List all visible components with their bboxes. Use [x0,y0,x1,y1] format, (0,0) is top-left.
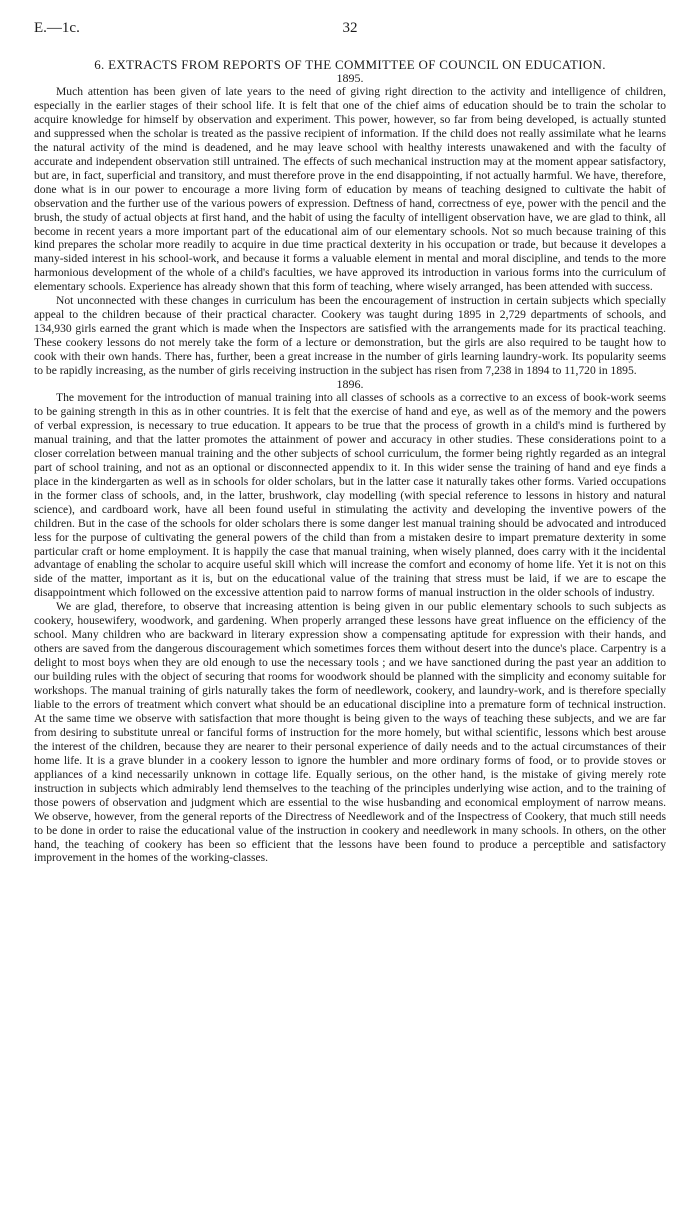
section-title: 6. EXTRACTS FROM REPORTS OF THE COMMITTEE OF COUNCIL ON EDUCATION. [94,57,606,72]
paragraph: Not unconnected with these changes in curriculum has been the encouragement of instruction in certain subjects which specially appeal to the children because of their practical character. Cookery was taught during 1895 in 2,729 departments of schools, and 134,930 girls earned the grant which is made when the Inspectors are satisfied with the arrangements made for its practical teaching. These cookery lessons do not merely take the form of a lecture or demonstration, but the girls are also required to be taught how to cook with their own hands. There has, further, been a great increase in the number of girls learning laundry-work. Its popularity seems to be rapidly increasing, as the number of girls receiving instruction in the subject has risen from 7,238 in 1894 to 11,720 in 1895. [34,294,666,378]
section-1895 [34,72,666,378]
year-heading: 1896. [336,377,364,392]
document-reference: E.—1c. [34,20,80,36]
year-heading: 1895. [336,71,364,85]
page-number: 32 [342,20,358,36]
section-1896 [34,378,666,865]
paragraph: Much attention has been given of late years to the need of giving right direction to the activity and intelligence of children, especially in the earlier stages of their school life. It is felt that one of the chief aims of education should be to train the scholar to acquire knowledge for himself by observation and experiment. This power, however, so far from being developed, is actually stunted and suppressed when the scholar is treated as the passive recipient of information. If the child does not really assimilate what he learns the natural activity of the mind is deadened, and he may leave school with healthy interests unawakened and with the faculty of accurate and independent observation still untrained. The effects of such mechanical instruction may at the moment appear satisfactory, but are, in fact, superficial and transitory, and must therefore prove in the end disappointing, if not actually harmful. We have, therefore, done what is in our power to encourage a more living form of education by means of teaching designed to cultivate the habit of observation and the further use of the various powers of expression. Deftness of hand, correctness of eye, power with the pencil and the brush, the study of actual objects at first hand, and the habit of using the faculty of intelligent observation have, we are glad to think, all become in recent years a more important part of the educational aim of our elementary schools. Not so much because training of this kind prepares the scholar more readily to acquire in due time practical dexterity in his occupation or trade, but because it developes a many-sided interest in his school-work, and because it forms a valuable element in mental and moral discipline, and tends to the more harmonious development of the whole of a child's faculties, we have approved its introduction in various forms into the curriculum of elementary schools. Experience has already shown that this form of teaching, where wisely arranged, has been attended with success. [34,85,666,294]
paragraph: The movement for the introduction of manual training into all classes of schools as a corrective to an excess of book-work seems to be gaining strength in this as in other countries. It is felt that the exercise of hand and eye, as well as of the memory and the powers of verbal expression, is necessary to true education. It appears to be true that the process of growth in a child's mind is furthered by manual training, and that the latter promotes the attainment of power and accuracy in other studies. These considerations point to a closer correlation between manual training and the other subjects of school curriculum, the former being rightly regarded as an integral part of school training, and not as an optional or disconnected appendix to it. In this wider sense the training of hand and eye finds a place in the kindergarten as well as in schools for older scholars, but in the latter case it naturally takes other forms. Varied occupations in the former class of schools, and, in the latter, brushwork, clay modelling (with special reference to lessons in history and natural science), and cardboard work, have all been found useful in stimulating the activity and developing the inventive powers of the children. But in the case of the schools for older scholars there is some danger lest manual training should be advocated and introduced less for the purpose of cultivating the general powers of the child than from a mistaken desire to impart premature dexterity in some particular craft or home employment. It is happily the case that manual training, when wisely planned, does carry with it the incidental advantage of enabling the scholar to acquire useful skill which will increase the comfort and economy of home life. Yet it is not on this side of the matter, important as it is, but on the educational value of the training that stress must be laid, if we are to escape the disappointment which followed on the excessive attention paid to narrow forms of manual instruction in the older schools of industry. [34,391,666,600]
paragraph: We are glad, therefore, to observe that increasing attention is being given in our public elementary schools to such subjects as cookery, housewifery, woodwork, and gardening. When properly arranged these lessons have great influence on the efficiency of the school. Many children who are backward in literary expression show a compensating aptitude for expression with their hands, and others are saved from the dangerous discouragement which sometimes forces them without desert into the dunce's place. Carpentry is a delight to most boys when they are old enough to use the necessary tools ; and we have sanctioned during the past year an addition to our building rules with the object of securing that rooms for woodwork should be planned with the simplicity and economy suitable for workshops. The manual training of girls naturally takes the form of needlework, cookery, and laundry-work, and is therefore specially liable to the errors of treatment which convert what should be an educational discipline into a premature form of technical instruction. At the same time we observe with satisfaction that more thought is being given to the ways of teaching these subjects, and we are far from desiring to substitute unreal or fanciful forms of instruction for the more homely, but withal scientific, lessons which best arouse the interest of the children, because they are nearer to their personal experience of daily needs and to the actual circumstances of their home life. It is a grave blunder in a cookery lesson to ignore the humbler and more ordinary forms of food, or to provide stoves or appliances of a kind necessarily unknown in cottage life. Equally serious, on the other hand, is the mistake of giving merely rote instruction in subjects which admirably lend themselves to the teaching of the principles underlying wise action, and to the training of those powers of observation and judgment which are essential to the wise husbanding and economical employment of narrow means. We observe, however, from the general reports of the Directress of Needlework and of the Inspectress of Cookery, that much still needs to be done in order to raise the educational value of the instruction in cookery and needlework in many schools. In others, on the other hand, the teaching of cookery has been so efficient that the lessons have been found to produce a perceptible and satisfactory improvement in the homes of the working-classes. [34,600,666,865]
page-header [34,20,666,44]
